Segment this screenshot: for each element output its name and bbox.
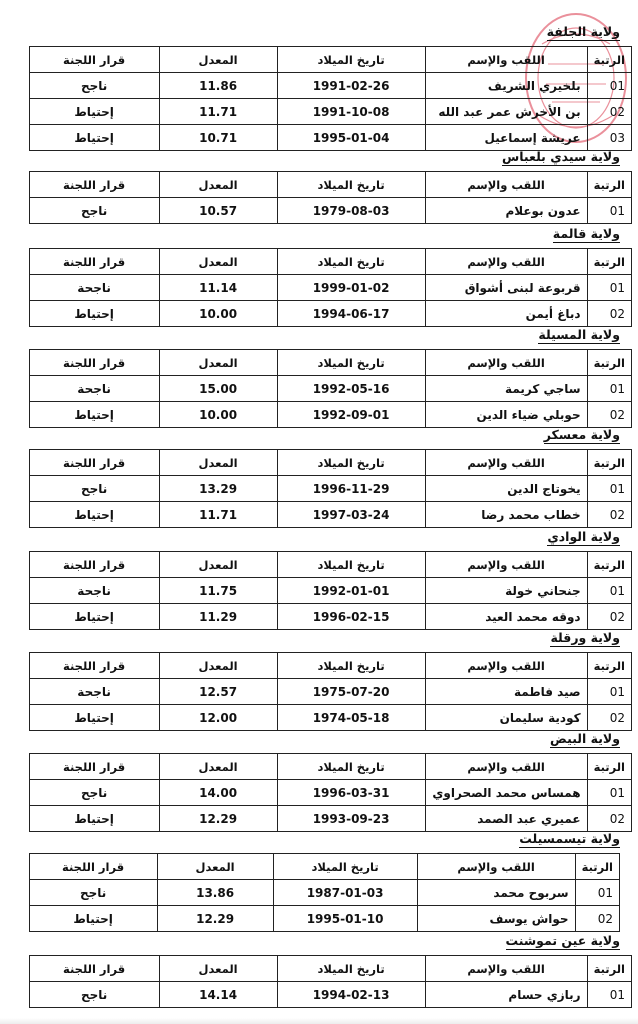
results-table <box>29 449 632 528</box>
decision-cell: ناجحة <box>29 679 159 705</box>
birth-date-cell: 1992-05-16 <box>277 376 425 402</box>
birth-date-cell: 1995-01-10 <box>273 906 417 932</box>
table-row <box>29 906 619 932</box>
decision-cell: إحتياط <box>29 99 159 125</box>
rank-cell: 02 <box>587 99 631 125</box>
name-cell: كودية سليمان <box>425 705 587 731</box>
table-header-row <box>29 450 631 476</box>
birth-date-cell: 1974-05-18 <box>277 705 425 731</box>
table-row <box>29 780 631 806</box>
decision-cell: إحتياط <box>29 125 159 151</box>
average-cell: 10.00 <box>159 301 277 327</box>
table-row <box>29 578 631 604</box>
table-header-row <box>29 754 631 780</box>
birth-date-cell: 1979-08-03 <box>277 198 425 224</box>
header-birth-date: تاريخ الميلاد <box>277 653 425 679</box>
average-cell: 13.29 <box>159 476 277 502</box>
name-cell: بن الأخرش عمر عبد الله <box>425 99 587 125</box>
header-name: اللقب والإسم <box>425 754 587 780</box>
rank-cell: 01 <box>587 982 631 1008</box>
header-rank: الرتبة <box>587 956 631 982</box>
table-row <box>29 402 631 428</box>
birth-date-cell: 1996-03-31 <box>277 780 425 806</box>
name-cell: صيد فاطمة <box>425 679 587 705</box>
table-row <box>29 125 631 151</box>
results-table <box>29 46 632 151</box>
birth-date-cell: 1993-09-23 <box>277 806 425 832</box>
name-cell: ساجي كريمة <box>425 376 587 402</box>
table-header-row <box>29 249 631 275</box>
header-decision: قرار اللجنة <box>29 172 159 198</box>
decision-cell: ناجح <box>29 73 159 99</box>
decision-cell: إحتياط <box>29 906 157 932</box>
rank-cell: 01 <box>587 376 631 402</box>
table-header-row <box>29 653 631 679</box>
header-name: اللقب والإسم <box>417 854 575 880</box>
average-cell: 12.29 <box>159 806 277 832</box>
wilaya-title: ولاية البيض <box>550 731 620 746</box>
name-cell: عريشة إسماعيل <box>425 125 587 151</box>
rank-cell: 02 <box>575 906 619 932</box>
table-row <box>29 502 631 528</box>
decision-cell: ناجح <box>29 780 159 806</box>
decision-cell: إحتياط <box>29 705 159 731</box>
decision-cell: ناجح <box>29 880 157 906</box>
header-decision: قرار اللجنة <box>29 956 159 982</box>
header-average: المعدل <box>157 854 273 880</box>
results-table <box>29 652 632 731</box>
birth-date-cell: 1991-02-26 <box>277 73 425 99</box>
table-header-row <box>29 47 631 73</box>
table-row <box>29 275 631 301</box>
average-cell: 11.71 <box>159 99 277 125</box>
header-name: اللقب والإسم <box>425 653 587 679</box>
header-birth-date: تاريخ الميلاد <box>277 350 425 376</box>
name-cell: دوقه محمد العيد <box>425 604 587 630</box>
name-cell: حوبلي ضياء الدين <box>425 402 587 428</box>
header-decision: قرار اللجنة <box>29 450 159 476</box>
header-average: المعدل <box>159 450 277 476</box>
header-average: المعدل <box>159 172 277 198</box>
results-table <box>29 171 632 224</box>
decision-cell: ناجح <box>29 476 159 502</box>
decision-cell: ناجح <box>29 982 159 1008</box>
rank-cell: 02 <box>587 402 631 428</box>
average-cell: 11.29 <box>159 604 277 630</box>
header-birth-date: تاريخ الميلاد <box>277 172 425 198</box>
birth-date-cell: 1975-07-20 <box>277 679 425 705</box>
header-rank: الرتبة <box>587 450 631 476</box>
decision-cell: ناجحة <box>29 275 159 301</box>
name-cell: همساس محمد الصحراوي <box>425 780 587 806</box>
header-rank: الرتبة <box>587 754 631 780</box>
header-rank: الرتبة <box>587 350 631 376</box>
header-decision: قرار اللجنة <box>29 754 159 780</box>
header-birth-date: تاريخ الميلاد <box>277 249 425 275</box>
results-table <box>29 955 632 1008</box>
table-header-row <box>29 552 631 578</box>
average-cell: 11.75 <box>159 578 277 604</box>
table-row <box>29 376 631 402</box>
table-row <box>29 99 631 125</box>
average-cell: 11.86 <box>159 73 277 99</box>
header-decision: قرار اللجنة <box>29 552 159 578</box>
table-header-row <box>29 956 631 982</box>
birth-date-cell: 1997-03-24 <box>277 502 425 528</box>
header-name: اللقب والإسم <box>425 172 587 198</box>
decision-cell: إحتياط <box>29 502 159 528</box>
header-rank: الرتبة <box>587 653 631 679</box>
average-cell: 12.57 <box>159 679 277 705</box>
birth-date-cell: 1995-01-04 <box>277 125 425 151</box>
wilaya-title: ولاية الجلفة <box>546 24 620 39</box>
rank-cell: 01 <box>587 780 631 806</box>
name-cell: حواش يوسف <box>417 906 575 932</box>
table-row <box>29 198 631 224</box>
header-rank: الرتبة <box>587 249 631 275</box>
header-average: المعدل <box>159 653 277 679</box>
rank-cell: 01 <box>587 198 631 224</box>
name-cell: يخوتاج الدين <box>425 476 587 502</box>
decision-cell: ناجحة <box>29 578 159 604</box>
header-birth-date: تاريخ الميلاد <box>277 450 425 476</box>
table-row <box>29 982 631 1008</box>
table-row <box>29 301 631 327</box>
average-cell: 10.57 <box>159 198 277 224</box>
decision-cell: إحتياط <box>29 604 159 630</box>
header-average: المعدل <box>159 754 277 780</box>
average-cell: 11.71 <box>159 502 277 528</box>
average-cell: 12.29 <box>157 906 273 932</box>
header-average: المعدل <box>159 249 277 275</box>
average-cell: 14.14 <box>159 982 277 1008</box>
wilaya-title: ولاية ورقلة <box>550 630 620 645</box>
header-name: اللقب والإسم <box>425 350 587 376</box>
header-birth-date: تاريخ الميلاد <box>277 956 425 982</box>
header-birth-date: تاريخ الميلاد <box>273 854 417 880</box>
birth-date-cell: 1992-01-01 <box>277 578 425 604</box>
table-row <box>29 73 631 99</box>
wilaya-title: ولاية قالمة <box>552 226 620 241</box>
name-cell: قربوعة لبنى أشواق <box>425 275 587 301</box>
birth-date-cell: 1999-01-02 <box>277 275 425 301</box>
header-average: المعدل <box>159 552 277 578</box>
birth-date-cell: 1994-02-13 <box>277 982 425 1008</box>
header-rank: الرتبة <box>587 47 631 73</box>
rank-cell: 02 <box>587 604 631 630</box>
average-cell: 15.00 <box>159 376 277 402</box>
rank-cell: 02 <box>587 502 631 528</box>
header-name: اللقب والإسم <box>425 450 587 476</box>
header-decision: قرار اللجنة <box>29 47 159 73</box>
page-bottom-edge <box>0 1018 638 1024</box>
name-cell: خطاب محمد رضا <box>425 502 587 528</box>
table-row <box>29 604 631 630</box>
birth-date-cell: 1996-11-29 <box>277 476 425 502</box>
name-cell: عدون بوعلام <box>425 198 587 224</box>
table-row <box>29 880 619 906</box>
results-table <box>29 753 632 832</box>
header-birth-date: تاريخ الميلاد <box>277 754 425 780</box>
average-cell: 10.00 <box>159 402 277 428</box>
rank-cell: 01 <box>587 679 631 705</box>
decision-cell: ناجحة <box>29 376 159 402</box>
average-cell: 11.14 <box>159 275 277 301</box>
name-cell: جنحاني خولة <box>425 578 587 604</box>
header-average: المعدل <box>159 350 277 376</box>
wilaya-title: ولاية عين تموشنت <box>505 933 620 948</box>
header-rank: الرتبة <box>587 172 631 198</box>
header-decision: قرار اللجنة <box>29 854 157 880</box>
wilaya-title: ولاية المسيلة <box>538 327 620 342</box>
name-cell: دباغ أيمن <box>425 301 587 327</box>
table-header-row <box>29 854 619 880</box>
header-name: اللقب والإسم <box>425 956 587 982</box>
wilaya-title: ولاية تيسمسيلت <box>519 831 620 846</box>
average-cell: 13.86 <box>157 880 273 906</box>
rank-cell: 01 <box>575 880 619 906</box>
birth-date-cell: 1987-01-03 <box>273 880 417 906</box>
name-cell: عميري عبد الصمد <box>425 806 587 832</box>
header-birth-date: تاريخ الميلاد <box>277 552 425 578</box>
wilaya-title: ولاية معسكر <box>543 427 620 442</box>
results-table <box>29 248 632 327</box>
rank-cell: 02 <box>587 301 631 327</box>
average-cell: 14.00 <box>159 780 277 806</box>
header-decision: قرار اللجنة <box>29 350 159 376</box>
header-name: اللقب والإسم <box>425 249 587 275</box>
decision-cell: إحتياط <box>29 402 159 428</box>
rank-cell: 02 <box>587 806 631 832</box>
rank-cell: 01 <box>587 275 631 301</box>
header-name: اللقب والإسم <box>425 552 587 578</box>
header-birth-date: تاريخ الميلاد <box>277 47 425 73</box>
birth-date-cell: 1996-02-15 <box>277 604 425 630</box>
average-cell: 12.00 <box>159 705 277 731</box>
table-row <box>29 679 631 705</box>
header-decision: قرار اللجنة <box>29 653 159 679</box>
birth-date-cell: 1991-10-08 <box>277 99 425 125</box>
header-name: اللقب والإسم <box>425 47 587 73</box>
table-row <box>29 705 631 731</box>
name-cell: ربازي حسام <box>425 982 587 1008</box>
birth-date-cell: 1992-09-01 <box>277 402 425 428</box>
rank-cell: 01 <box>587 73 631 99</box>
decision-cell: إحتياط <box>29 806 159 832</box>
header-rank: الرتبة <box>587 552 631 578</box>
name-cell: سربوح محمد <box>417 880 575 906</box>
wilaya-title: ولاية الوادي <box>547 529 620 544</box>
table-row <box>29 476 631 502</box>
name-cell: بلخيري الشريف <box>425 73 587 99</box>
decision-cell: إحتياط <box>29 301 159 327</box>
rank-cell: 02 <box>587 705 631 731</box>
decision-cell: ناجح <box>29 198 159 224</box>
table-header-row <box>29 350 631 376</box>
birth-date-cell: 1994-06-17 <box>277 301 425 327</box>
header-average: المعدل <box>159 47 277 73</box>
rank-cell: 03 <box>587 125 631 151</box>
header-decision: قرار اللجنة <box>29 249 159 275</box>
table-row <box>29 806 631 832</box>
average-cell: 10.71 <box>159 125 277 151</box>
results-table <box>29 853 620 932</box>
results-table <box>29 349 632 428</box>
header-average: المعدل <box>159 956 277 982</box>
header-rank: الرتبة <box>575 854 619 880</box>
rank-cell: 01 <box>587 476 631 502</box>
wilaya-title: ولاية سيدي بلعباس <box>501 149 620 164</box>
rank-cell: 01 <box>587 578 631 604</box>
results-table <box>29 551 632 630</box>
table-header-row <box>29 172 631 198</box>
